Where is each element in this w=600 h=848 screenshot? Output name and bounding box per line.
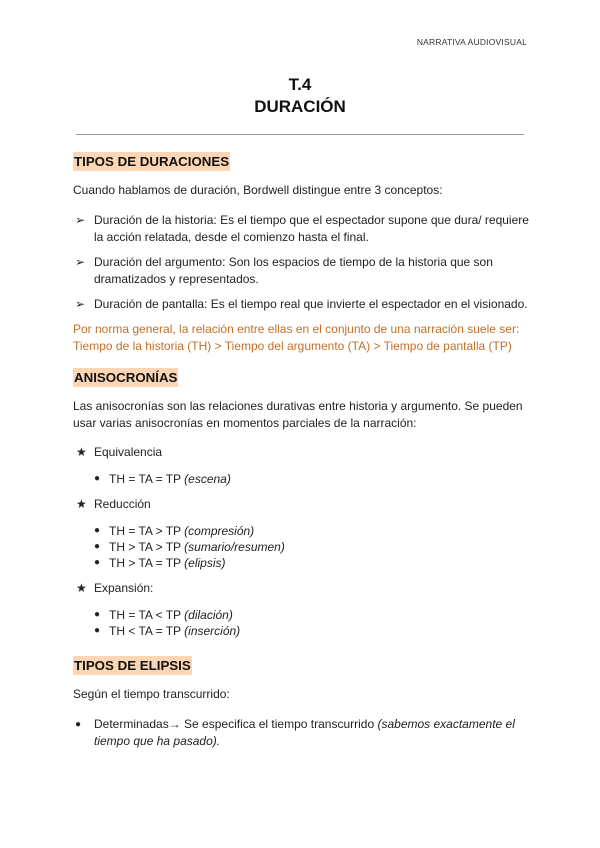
horizontal-rule <box>76 134 524 135</box>
section-heading: ANISOCRONÍAS <box>74 370 178 385</box>
document-body <box>73 152 531 750</box>
formula: TH = TA = TP <box>109 472 181 486</box>
star-bullet-icon: ★ <box>76 581 87 595</box>
formula-term: (elipsis) <box>184 556 226 570</box>
title-block <box>0 74 600 118</box>
list-item <box>73 254 531 288</box>
formula: TH < TA = TP <box>109 624 181 638</box>
group-label: Expansión: <box>94 581 154 595</box>
formula-term: (dilación) <box>184 608 233 622</box>
star-bullet-icon: ★ <box>76 445 87 459</box>
formula: TH > TA = TP <box>109 556 181 570</box>
formula-item <box>94 523 531 539</box>
dot-bullet-icon: ● <box>94 541 101 552</box>
section-anisocronias <box>73 368 531 639</box>
formula-item <box>94 539 531 555</box>
list-item-italic: (sabemos exactamente el tiempo que ha pasado). <box>94 717 515 748</box>
formula-term: (escena) <box>184 472 231 486</box>
section-intro: Las anisocronías son las relaciones durativas entre historia y argumento. Se pueden usar varias anisocronías en momentos parciales de la narración: <box>73 399 523 430</box>
formula-item <box>94 471 531 487</box>
section-tipos-elipsis <box>73 656 531 750</box>
section-intro: Cuando hablamos de duración, Bordwell distingue entre 3 conceptos: <box>73 183 443 197</box>
group-label: Reducción <box>94 497 151 511</box>
formula-list <box>73 607 531 639</box>
running-header: NARRATIVA AUDIOVISUAL <box>416 37 527 47</box>
formula-list <box>73 471 531 487</box>
list-item-text: Duración de pantalla: Es el tiempo real que invierte el espectador en el visionado. <box>94 297 528 311</box>
dot-bullet-icon: ● <box>75 719 82 730</box>
formula-term: (inserción) <box>184 624 241 638</box>
group-label: Equivalencia <box>94 445 163 459</box>
arrowhead-bullet-icon: ➢ <box>75 213 86 227</box>
formula-item <box>94 607 531 623</box>
formula: TH = TA < TP <box>109 608 181 622</box>
star-bullet-icon: ★ <box>76 497 87 511</box>
dot-bullet-icon: ● <box>94 625 101 636</box>
list-item <box>73 212 531 246</box>
group-heading <box>73 580 531 597</box>
note-line: Por norma general, la relación entre ellas en el conjunto de una narración suele ser: <box>73 322 520 336</box>
dot-bullet-icon: ● <box>94 525 101 536</box>
dot-bullet-icon: ● <box>94 557 101 568</box>
formula-term: (sumario/resumen) <box>184 540 285 554</box>
formula-list <box>73 523 531 571</box>
list-item <box>73 716 531 750</box>
section-tipos-duraciones <box>73 152 531 355</box>
section-heading: TIPOS DE DURACIONES <box>74 154 230 169</box>
list-item-text: Duración del argumento: Son los espacios de tiempo de la historia que son dramatizados y representados. <box>94 255 493 286</box>
group-heading <box>73 496 531 513</box>
list-item-text: Determinadas→ Se especifica el tiempo transcurrido <box>94 717 375 731</box>
formula-item <box>94 555 531 571</box>
arrowhead-bullet-icon: ➢ <box>75 297 86 311</box>
list-item-text: Duración de la historia: Es el tiempo que el espectador supone que dura/ requiere la acción relatada, desde el comienzo hasta el final. <box>94 213 529 244</box>
section-intro: Según el tiempo transcurrido: <box>73 687 230 701</box>
section-heading: TIPOS DE ELIPSIS <box>74 658 191 673</box>
arrowhead-bullet-icon: ➢ <box>75 255 86 269</box>
formula-item <box>94 623 531 639</box>
dot-bullet-icon: ● <box>94 609 101 620</box>
formula: TH > TA > TP <box>109 540 181 554</box>
formula-term: (compresión) <box>184 524 255 538</box>
topic-number: T.4 <box>288 75 312 94</box>
formula: TH = TA > TP <box>109 524 181 538</box>
topic-title: DURACIÓN <box>254 97 346 116</box>
list-item <box>73 296 531 313</box>
note-line: Tiempo de la historia (TH) > Tiempo del argumento (TA) > Tiempo de pantalla (TP) <box>73 339 512 353</box>
dot-bullet-icon: ● <box>94 473 101 484</box>
group-heading <box>73 444 531 461</box>
